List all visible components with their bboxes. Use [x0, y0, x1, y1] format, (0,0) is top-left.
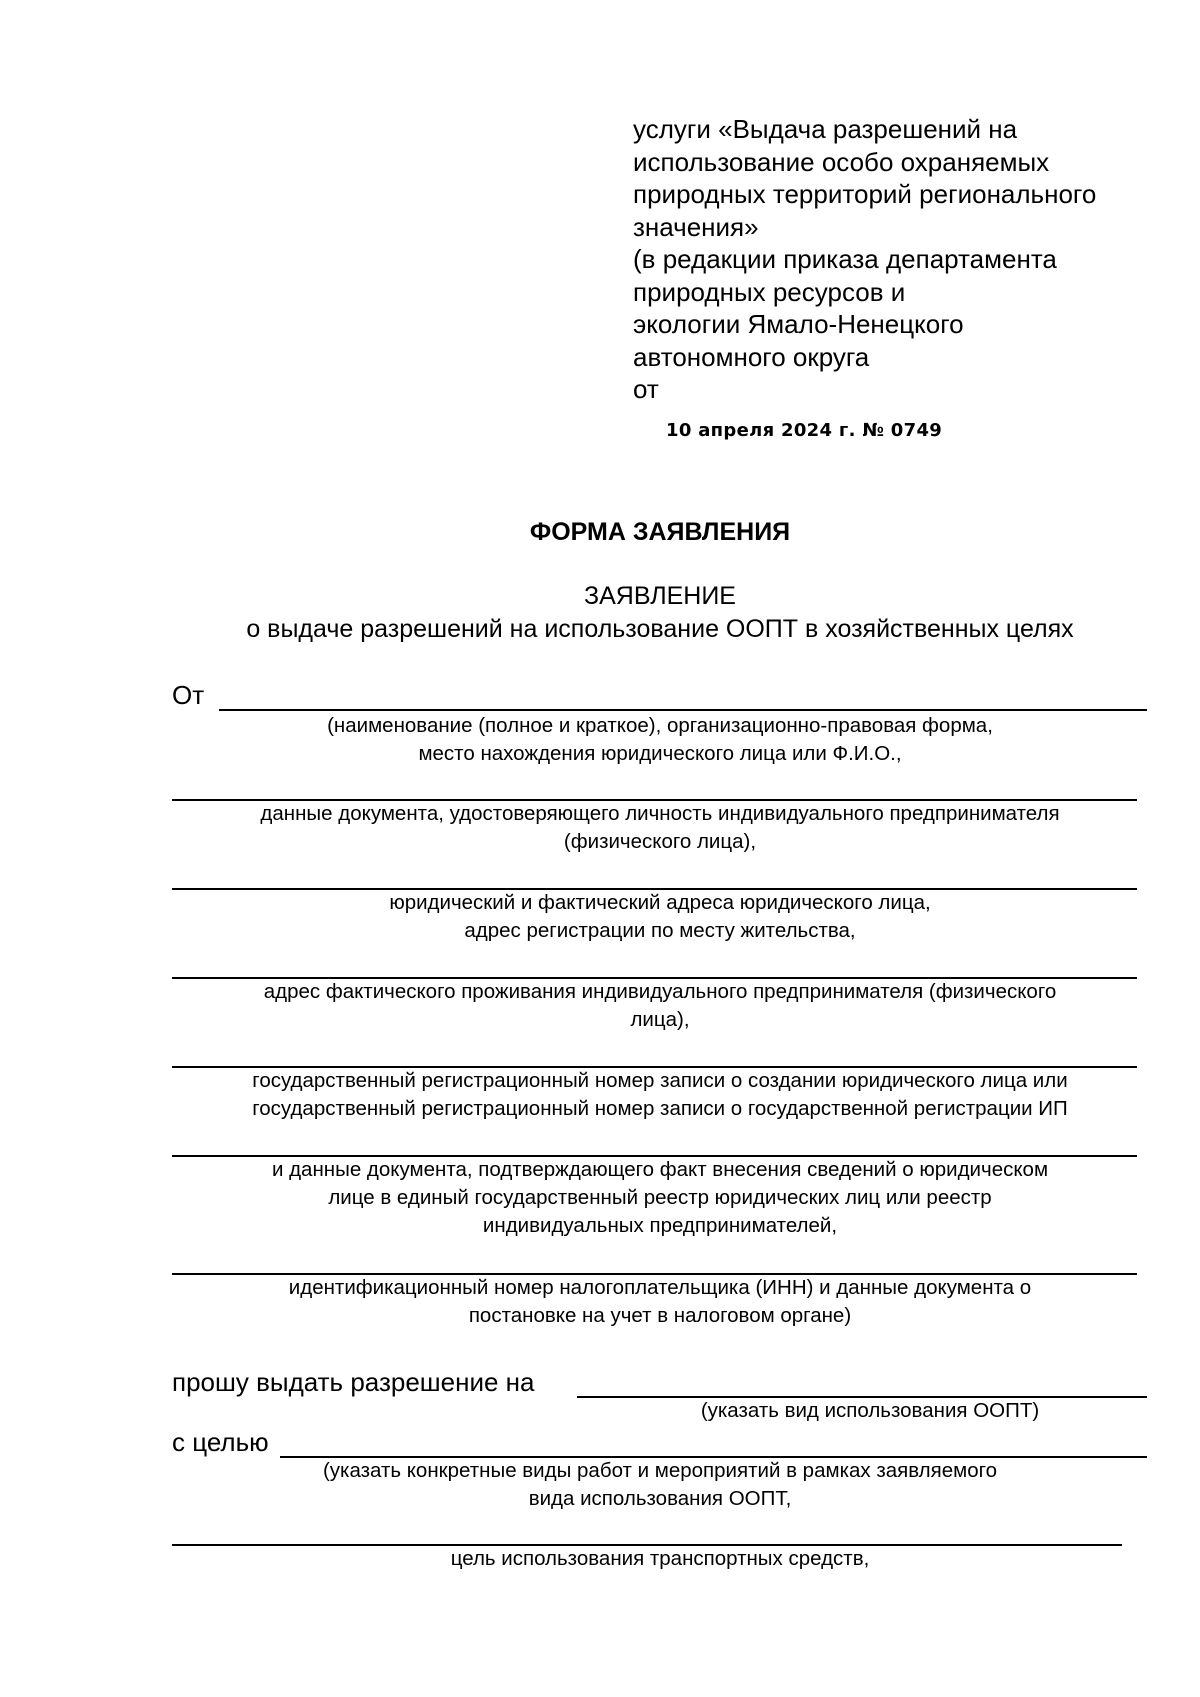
form-title: ФОРМА ЗАЯВЛЕНИЯ [529, 518, 791, 546]
header-line: автономного округа [633, 341, 870, 372]
document-subtitle: о выдаче разрешений на использование ООПТ в хозяйственных целях [246, 615, 1074, 643]
document-title: ЗАЯВЛЕНИЕ [583, 582, 736, 610]
header-line: (в редакции приказа департамента [633, 244, 1057, 274]
applicant-name-field[interactable] [219, 709, 1147, 711]
field-caption: данные документа, удостоверяющего личность индивидуального предпринимателя (физического лица), [260, 802, 1060, 853]
header-line: значения» [633, 211, 759, 242]
field-caption: (указать вид использования ООПТ) [700, 1399, 1040, 1422]
header-line: экологии Ямало-Ненецкого [633, 309, 964, 339]
header-line: природных территорий регионального [633, 179, 1097, 209]
field-caption: государственный регистрационный номер записи о создании юридического лица или государственный регистрационный номер записи о государственной регистрации ИП [252, 1069, 1068, 1120]
order-date-number: 10 апреля 2024 г. № 0749 [666, 420, 943, 441]
field-caption: и данные документа, подтверждающего факт внесения сведений о юридическом лице в единый государственный реестр юридических лиц или реестр индивидуальных предпринимателей, [271, 1158, 1049, 1237]
header-line: природных ресурсов и [633, 276, 906, 307]
approval-reference-block [633, 113, 1153, 406]
header-line: от [633, 374, 659, 404]
field-caption: цель использования транспортных средств, [450, 1547, 870, 1570]
field-caption: (указать конкретные виды работ и мероприятий в рамках заявляемого вида использования ООПТ, [322, 1459, 998, 1510]
request-label: прошу выдать разрешение на [172, 1367, 535, 1397]
header-line: использование особо охраняемых [633, 146, 1050, 177]
from-label: От [172, 680, 205, 710]
field-caption: адрес фактического проживания индивидуального предпринимателя (физического лица), [263, 980, 1057, 1031]
field-caption: (наименование (полное и краткое), организационно-правовая форма, место нахождения юридического лица или Ф.И.О., [327, 714, 993, 765]
purpose-label: с целью [172, 1427, 269, 1457]
field-caption: юридический и фактический адреса юридического лица, адрес регистрации по месту жительства, [389, 891, 931, 942]
header-line: услуги «Выдача разрешений на [633, 114, 1018, 144]
field-caption: идентификационный номер налогоплательщика (ИНН) и данные документа о постановке на учет в налоговом органе) [288, 1276, 1032, 1327]
